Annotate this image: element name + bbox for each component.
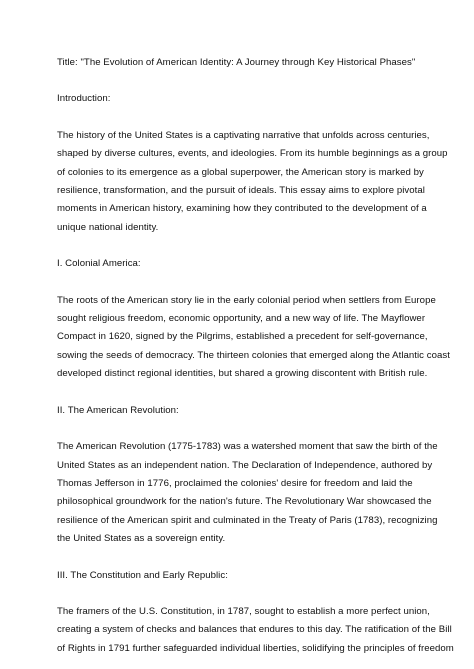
paragraph-line: The roots of the American story lie in the early colonial period when settlers from Europe bbox=[57, 294, 436, 306]
paragraph-line: unique national identity. bbox=[57, 221, 159, 233]
constitution-paragraph bbox=[57, 603, 454, 658]
paragraph-line: The framers of the U.S. Constitution, in 1787, sought to establish a more perfect union, bbox=[57, 605, 430, 617]
american-revolution-paragraph bbox=[57, 438, 438, 548]
paragraph-line: United States as an independent nation. The Declaration of Independence, authored by bbox=[57, 459, 433, 471]
section-heading-colonial-america: I. Colonial America: bbox=[57, 258, 141, 270]
colonial-america-paragraph bbox=[57, 292, 450, 384]
paragraph-line: philosophical groundwork for the nation's future. The Revolutionary War showcased the bbox=[57, 496, 432, 508]
paragraph-line: developed distinct regional identities, but shared a growing discontent with British rule. bbox=[57, 368, 428, 380]
paragraph-line: sought religious freedom, economic opportunity, and a new way of life. The Mayflower bbox=[57, 313, 426, 325]
document-title: Title: "The Evolution of American Identity: A Journey through Key Historical Phases" bbox=[57, 57, 416, 68]
paragraph-line: sowing the seeds of democracy. The thirteen colonies that emerged along the Atlantic coast bbox=[57, 349, 450, 361]
paragraph-line: moments in American history, examining how they contributed to the development of a bbox=[57, 203, 427, 215]
section-heading-american-revolution: II. The American Revolution: bbox=[57, 404, 179, 416]
paragraph-line: Compact in 1620, signed by the Pilgrims, established a precedent for self-governance, bbox=[57, 331, 428, 343]
introduction-paragraph bbox=[57, 127, 448, 237]
section-heading-constitution: III. The Constitution and Early Republic: bbox=[57, 569, 228, 581]
paragraph-line: the United States as a sovereign entity. bbox=[57, 533, 226, 545]
document-body bbox=[57, 54, 454, 658]
paragraph-line: creating a system of checks and balances that endures to this day. The ratification of the Bill bbox=[57, 624, 452, 636]
paragraph-line: resilience, transformation, and the pursuit of ideals. This essay aims to explore pivotal bbox=[57, 185, 425, 197]
paragraph-line: The history of the United States is a captivating narrative that unfolds across centuries, bbox=[57, 129, 430, 141]
paragraph-line: The American Revolution (1775-1783) was a watershed moment that saw the birth of the bbox=[57, 441, 438, 453]
introduction-heading: Introduction: bbox=[57, 93, 111, 105]
paragraph-line: of colonies to its emergence as a global superpower, the American story is marked by bbox=[57, 166, 424, 178]
paragraph-line: resilience of the American spirit and culminated in the Treaty of Paris (1783), recognizing bbox=[57, 514, 438, 526]
paragraph-line: of Rights in 1791 further safeguarded individual liberties, solidifying the principles of freedom bbox=[57, 642, 454, 654]
paragraph-line: Thomas Jefferson in 1776, proclaimed the colonies' desire for freedom and laid the bbox=[57, 477, 413, 489]
paragraph-line: shaped by diverse cultures, events, and ideologies. From its humble beginnings as a group bbox=[57, 148, 448, 160]
